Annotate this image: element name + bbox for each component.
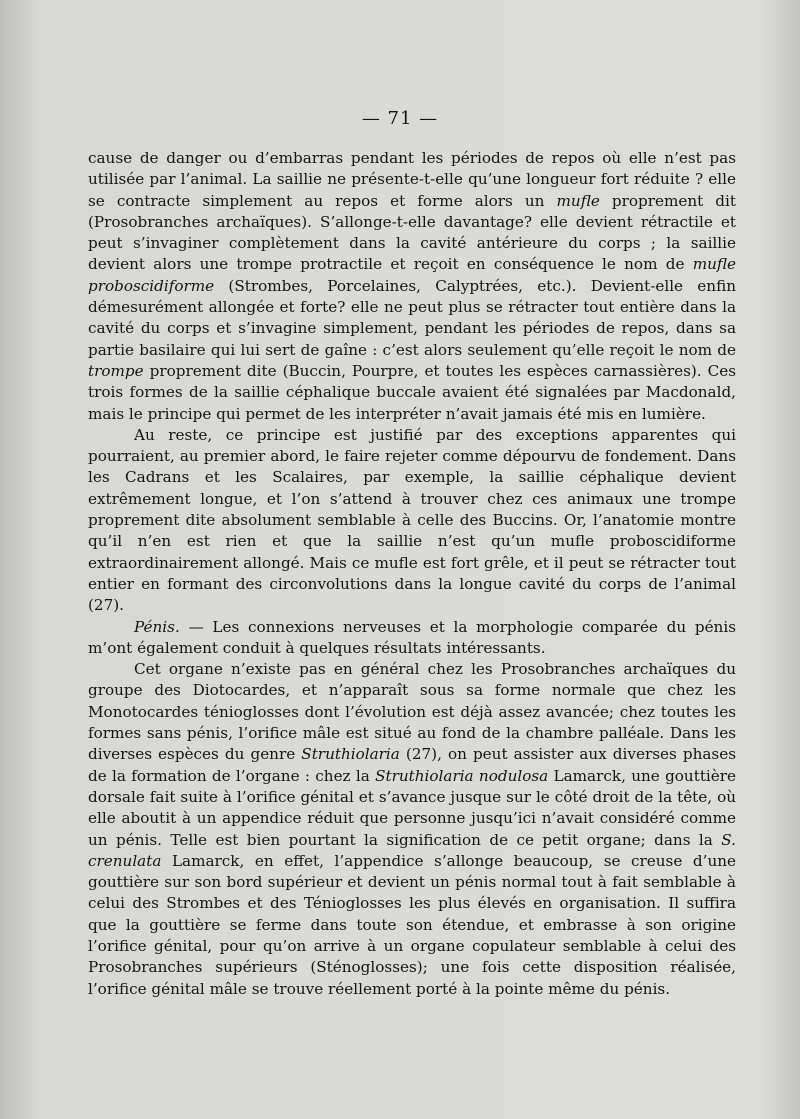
text-run: Lamarck, en effet, l’appendice s’allonge beaucoup, se creuse d’une gouttière sur son bord supérieur et devient un pénis normal tout à fait semblable à celui des Strombes et des Ténioglosses les plus élevés en organisation. Il suffira que la gouttière se ferme dans toute son étendue, et embrasse à son origine l’orifice génital, pour qu’on arrive à un organe copulateur semblable à celui des Prosobranches supérieurs (Sténoglosses); une fois cette disposition réalisée, l’orifice génital mâle se trouve réellement porté à la pointe même du pénis.	[88, 851, 736, 998]
paragraph-2	[88, 425, 736, 617]
text-run: Cet organe n’existe pas en général chez les Prosobranches archaïques du groupe des Diotocardes, et n’apparaît sous sa forme normale que chez les Monotocardes ténioglosses dont l’évolution est déjà assez avancée; chez toutes les formes sans pénis, l’orifice mâle est situé au fond de la chambre palléale. Dans les diverses espèces du genre	[88, 660, 736, 764]
italic-term: mufle	[556, 191, 600, 210]
italic-term: mufle proboscidiforme	[88, 255, 736, 295]
italic-term: Struthiolaria nodulosa	[375, 766, 549, 785]
italic-term: S. crenulata	[88, 830, 736, 870]
italic-term: trompe	[88, 361, 144, 380]
text-run: (27), on peut assister aux diverses phases de la formation de l’organe : chez la	[88, 745, 736, 785]
text-run: proprement dite (Buccin, Pourpre, et toutes les espèces carnassières). Ces trois formes de la saillie céphalique buccale avaient été signalées par Macdonald, mais le principe qui permet de les interpréter n’avait jamais été mis en lumière.	[88, 361, 736, 423]
text-run: Lamarck, une gouttière dorsale fait suite à l’orifice génital et s’avance jusque sur le côté droit de la tête, où elle aboutit à un appendice réduit que personne jusqu’ici n’avait considéré comme un pénis. Telle est bien pourtant la signification de ce petit organe; dans la	[88, 766, 737, 849]
text-run: proprement dit (Prosobranches archaïques). S’allonge-t-elle davantage? elle devient rétractile et peut s’invaginer complètement dans la cavité antérieure du corps ; la saillie devient alors une trompe protractile et reçoit en conséquence le nom de	[88, 191, 736, 274]
paragraph-1	[88, 148, 736, 425]
text-run: cause de danger ou d’embarras pendant les périodes de repos où elle n’est pas utilisée par l’animal. La saillie ne présente-t-elle qu’une longueur fort réduite ? elle se contracte simplement au repos et forme alors un	[88, 149, 736, 210]
body-text	[88, 148, 736, 1000]
paragraph-4	[88, 659, 736, 1000]
page-number: — 71 —	[361, 108, 439, 129]
paragraph-3	[88, 617, 736, 660]
italic-term: Struthiolaria	[301, 745, 400, 764]
text-run: Au reste, ce principe est justifié par des exceptions apparentes qui pourraient, au premier abord, le faire rejeter comme dépourvu de fondement. Dans les Cadrans et les Scalaires, par exemple, la saillie céphalique devient extrêmement longue, et l’on s’attend à trouver chez ces animaux une trompe proprement dite absolument semblable à celle des Buccins. Or, l’anatomie montre qu’il n’en est rien et que la saillie n’est qu’un mufle proboscidiforme extraordinairement allongé. Mais ce mufle est fort grêle, et il peut se rétracter tout entier en formant des circonvolutions dans la longue cavité du corps de l’animal (27).	[88, 425, 736, 615]
text-run: — Les connexions nerveuses et la morphologie comparée du pénis m’ont également conduit à quelques résultats intéressants.	[88, 617, 736, 657]
italic-term: Pénis.	[134, 617, 180, 636]
text-run: (Strombes, Porcelaines, Calyptrées, etc.). Devient-elle enfin démesurément allongée et forte? elle ne peut plus se rétracter tout entière dans la cavité du corps et s’invagine simplement, pendant les périodes de repos, dans sa partie basilaire qui lui sert de gaîne : c’est alors seulement qu’elle reçoit le nom de	[88, 276, 736, 359]
